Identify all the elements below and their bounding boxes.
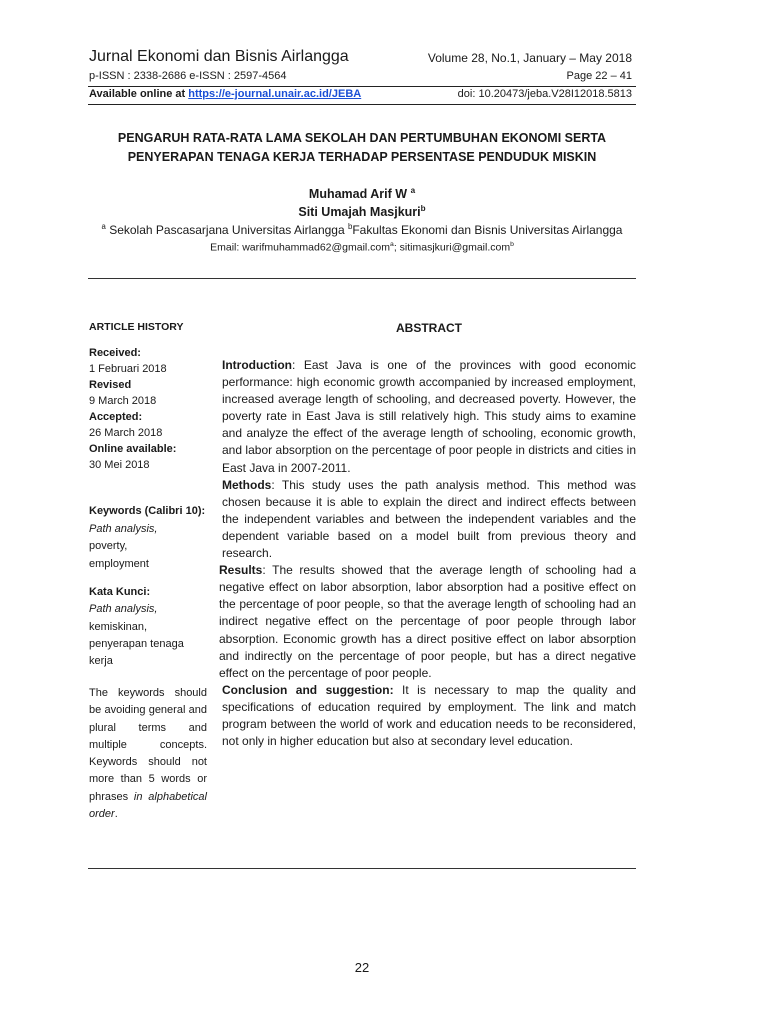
affiliations bbox=[88, 222, 636, 237]
page-range: Page 22 – 41 bbox=[566, 70, 632, 82]
journal-name: Jurnal Ekonomi dan Bisnis Airlangga bbox=[89, 48, 349, 65]
conclusion-text: It is necessary to map the quality and specifications of education required by employment. The link and match program between the world of work and education needs to be reconsidered, not only in higher education but also at secondary level education. bbox=[222, 682, 636, 749]
keywords-heading: Keywords (Calibri 10): bbox=[89, 505, 206, 517]
accepted-label: Accepted: bbox=[89, 411, 143, 423]
online-label: Online available: bbox=[89, 443, 177, 455]
keyword-note bbox=[89, 685, 207, 823]
received-date: 1 Februari 2018 bbox=[89, 363, 167, 375]
affil-a: Sekolah Pascasarjana Universitas Airlangga bbox=[105, 223, 348, 237]
abstract-methods bbox=[222, 477, 636, 562]
abstract-body bbox=[219, 357, 636, 750]
article-history bbox=[89, 345, 176, 473]
kata-kunci-3: penyerapan tenaga bbox=[89, 637, 184, 650]
author-1-name: Muhamad Arif W bbox=[308, 187, 408, 202]
revised-date: 9 March 2018 bbox=[89, 395, 157, 407]
title-line-1: PENGARUH RATA-RATA LAMA SEKOLAH DAN PERTUMBUHAN EKONOMI SERTA bbox=[117, 131, 607, 145]
availability bbox=[89, 88, 361, 100]
results-label: Results bbox=[219, 563, 263, 578]
intro-label: Introduction bbox=[222, 358, 292, 372]
kata-kunci bbox=[89, 584, 184, 670]
email-a-sup: a bbox=[390, 241, 394, 248]
keywords bbox=[89, 503, 205, 573]
kata-kunci-heading: Kata Kunci: bbox=[89, 586, 151, 598]
intro-text: : East Java is one of the provinces with good economic performance: high economic growth accompanied by increased employment, increased average length of schooling, and decreased poverty. However, the poverty rate in East Java is still relatively high. This study aims to examine and analyze the effect of the average length of schooling, economic growth, and labor absorption on the percentage of poor people in districts and cities in East Java in 2007-2011. bbox=[222, 358, 636, 475]
kata-kunci-1: Path analysis, bbox=[89, 603, 158, 616]
kata-kunci-4: kerja bbox=[89, 655, 113, 668]
email-a: Email: warifmuhammad62@gmail.com bbox=[210, 241, 391, 254]
revised-label: Revised bbox=[89, 379, 132, 391]
author-2-name: Siti Umajah Masjkuri bbox=[298, 205, 421, 220]
emails bbox=[88, 241, 636, 254]
header-divider-bottom bbox=[88, 104, 636, 105]
author-1-sup: a bbox=[410, 186, 416, 195]
paper-title bbox=[88, 129, 636, 167]
keyword-2: poverty, bbox=[89, 540, 128, 552]
keyword-1: Path analysis, bbox=[89, 522, 158, 535]
author-2 bbox=[88, 204, 636, 219]
keyword-note-italic: in alphabetical order bbox=[89, 790, 207, 821]
affil-b-sup: b bbox=[348, 222, 353, 231]
kata-kunci-2: kemiskinan, bbox=[89, 620, 148, 633]
abstract-conclusion bbox=[222, 682, 636, 750]
volume-info: Volume 28, No.1, January – May 2018 bbox=[427, 51, 632, 65]
accepted-date: 26 March 2018 bbox=[89, 427, 163, 439]
methods-label: Methods bbox=[222, 477, 272, 492]
keyword-note-end: . bbox=[114, 808, 118, 821]
conclusion-label: Conclusion and suggestion: bbox=[222, 682, 394, 697]
received-label: Received: bbox=[89, 347, 141, 359]
keyword-note-text: The keywords should be avoiding general and plural terms and multiple concepts. Keywords should not more than 5 words or phrases bbox=[89, 687, 207, 803]
email-b: ; sitimasjkuri@gmail.com bbox=[393, 241, 511, 254]
available-label: Available online at bbox=[89, 88, 189, 100]
email-b-sup: b bbox=[510, 241, 514, 248]
section-divider-top bbox=[88, 278, 636, 279]
author-2-sup: b bbox=[420, 204, 426, 213]
doi: doi: 10.20473/jeba.V28I12018.5813 bbox=[457, 88, 632, 100]
affil-a-sup: a bbox=[101, 222, 106, 231]
keyword-3: employment bbox=[89, 557, 149, 570]
page-number: 22 bbox=[354, 960, 370, 975]
results-text: : The results showed that the average length of schooling had a negative effect on labor absorption, labor absorption had a positive effect on the percentage of poor people, so that the average length of schooling had an indirect negative effect on the percentage of poor people through labor absorption. Economic growth has a direct positive effect on labor absorption and indirectly on the percentage of poor people, but has a direct negative effect on the percentage of poor people. bbox=[219, 563, 636, 680]
journal-link[interactable]: https://e-journal.unair.ac.id/JEBA bbox=[188, 88, 362, 100]
methods-text: : This study uses the path analysis method. This method was chosen because it is able to explain the direct and indirect effects between the independent variables and between the independent variables and the dependent variable based on a model built from previous theory and research. bbox=[222, 477, 636, 561]
article-history-heading: ARTICLE HISTORY bbox=[89, 321, 184, 333]
affil-b: Fakultas Ekonomi dan Bisnis Universitas Airlangga bbox=[352, 223, 623, 237]
issn: p-ISSN : 2338-2686 e-ISSN : 2597-4564 bbox=[89, 70, 287, 82]
abstract-results bbox=[219, 562, 636, 682]
header-divider-top bbox=[88, 86, 636, 87]
abstract-heading: ABSTRACT bbox=[396, 321, 462, 335]
title-line-2: PENYERAPAN TENAGA KERJA TERHADAP PERSENTASE PENDUDUK MISKIN bbox=[127, 150, 597, 164]
abstract-introduction bbox=[222, 357, 636, 477]
author-1 bbox=[88, 186, 636, 201]
section-divider-bottom bbox=[88, 868, 636, 869]
online-date: 30 Mei 2018 bbox=[89, 459, 150, 471]
